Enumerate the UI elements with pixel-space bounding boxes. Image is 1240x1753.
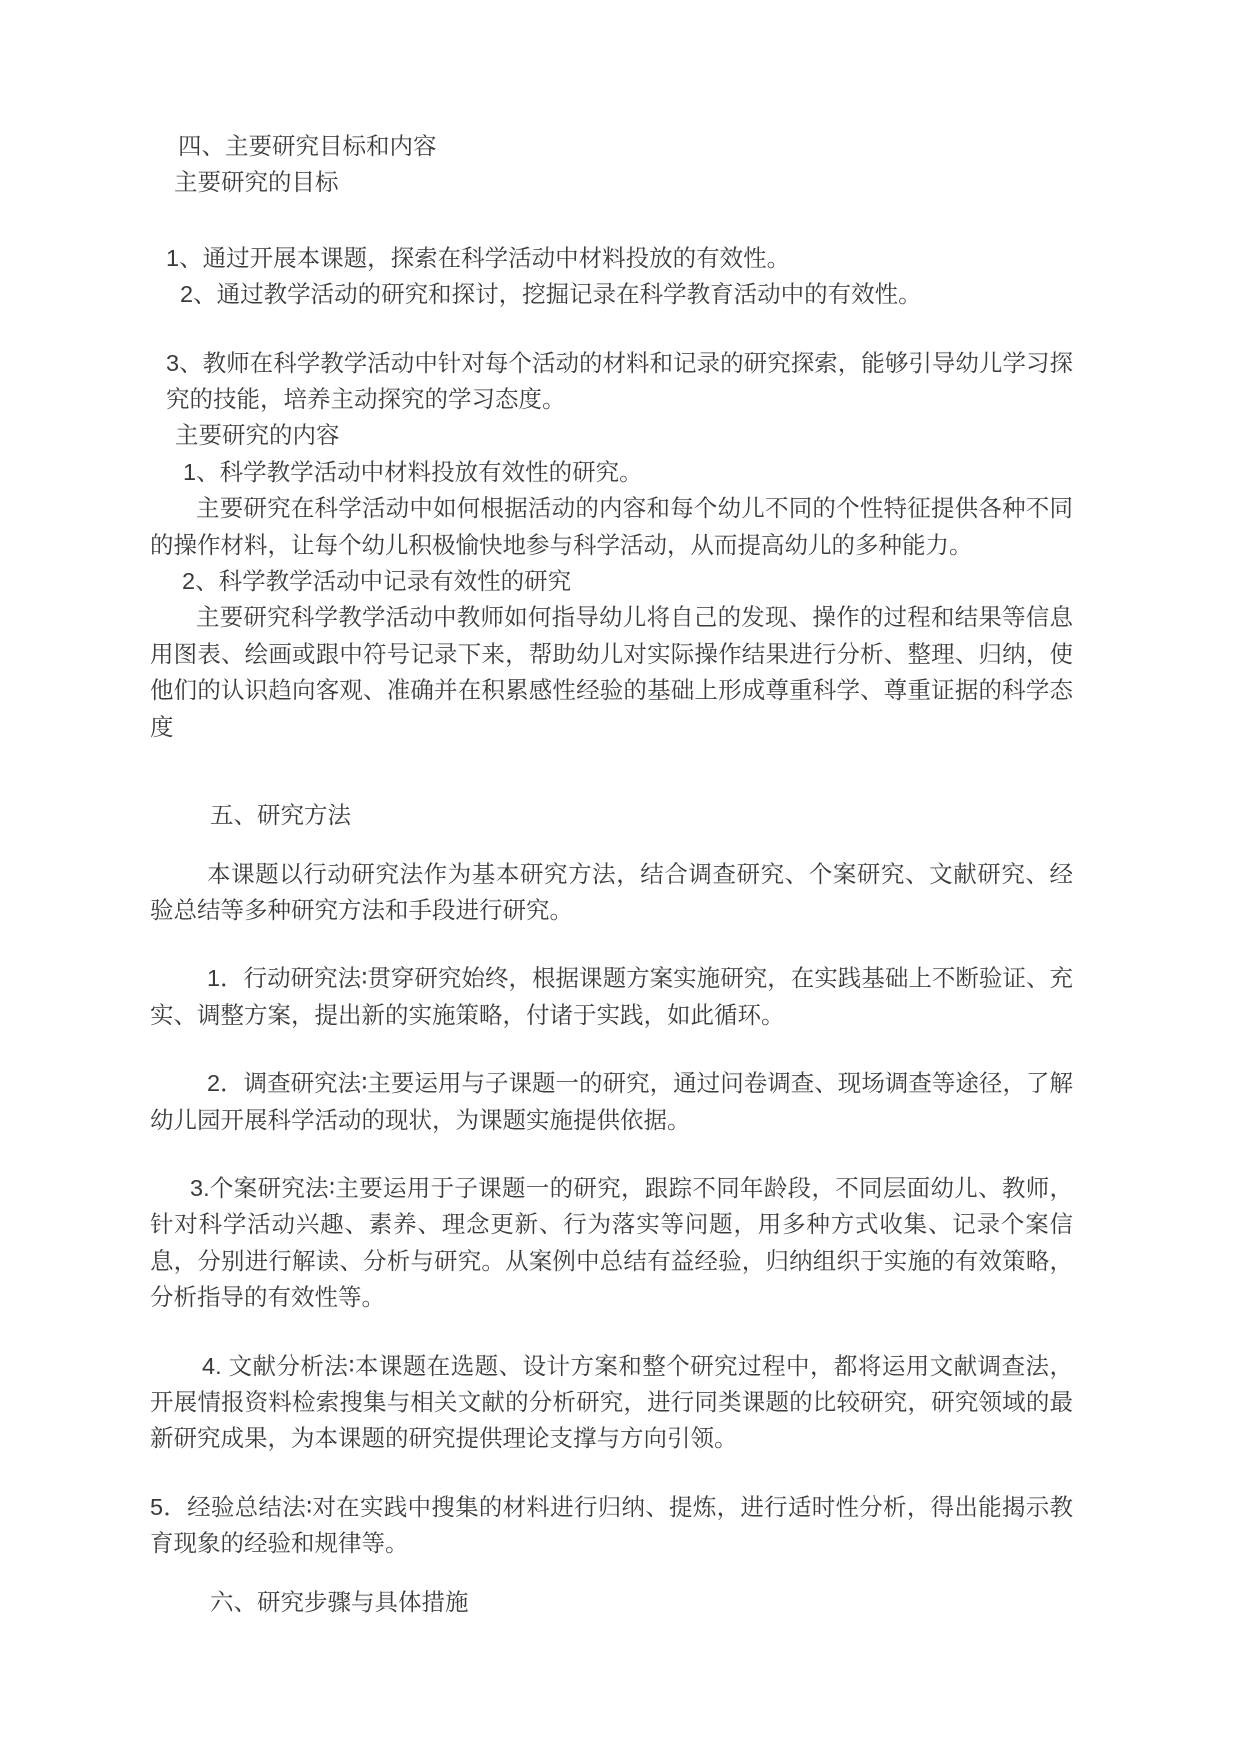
method-item-5: 5．经验总结法∶对在实践中搜集的材料进行归纳、提炼，进行适时性分析，得出能揭示教育现象的经验和规律等。 [150, 1493, 1073, 1557]
content-item-1-title: 1、科学教学活动中材料投放有效性的研究。 [183, 458, 643, 485]
goal-item-2: 2、通过教学活动的研究和探讨，挖掘记录在科学教育活动中的有效性。 [180, 281, 922, 308]
section-6-heading: 六、研究步骤与具体措施 [210, 1588, 469, 1615]
method-item-4: 4. 文献分析法∶本课题在选题、设计方案和整个研究过程中，都将运用文献调查法，开展情报资料检索搜集与相关文献的分析研究，进行同类课题的比较研究，研究领域的最新研究成果，为本课题的研究提供理论支撑与方向引领。 [150, 1352, 1073, 1452]
method-item-1: 1．行动研究法∶贯穿研究始终，根据课题方案实施研究，在实践基础上不断验证、充实、调整方案，提出新的实施策略，付诸于实践，如此循环。 [150, 965, 1073, 1028]
methods-intro: 本课题以行动研究法作为基本研究方法，结合调查研究、个案研究、文献研究、经验总结等多种研究方法和手段进行研究。 [150, 860, 1073, 923]
method-item-3: 3.个案研究法∶主要运用于子课题一的研究，跟踪不同年龄段，不同层面幼儿、教师，针对科学活动兴趣、素养、理念更新、行为落实等问题，用多种方式收集、记录个案信息，分别进行解读、分析与研究。从案例中总结有益经验，归纳组织于实施的有效策略，分析指导的有效性等。 [150, 1174, 1073, 1311]
goals-heading: 主要研究的目标 [174, 169, 339, 196]
method-item-2: 2．调查研究法∶主要运用与子课题一的研究，通过问卷调查、现场调查等途径，了解幼儿园开展科学活动的现状，为课题实施提供依据。 [150, 1070, 1073, 1133]
content-item-1-body: 主要研究在科学活动中如何根据活动的内容和每个幼儿不同的个性特征提供各种不同的操作材料，让每个幼儿积极愉快地参与科学活动，从而提高幼儿的多种能力。 [150, 495, 1073, 558]
goal-item-1: 1、通过开展本课题，探索在科学活动中材料投放的有效性。 [166, 244, 791, 271]
document-content [150, 128, 1073, 1620]
content-item-2-title: 2、科学教学活动中记录有效性的研究 [182, 568, 572, 595]
content-heading: 主要研究的内容 [175, 422, 340, 449]
content-item-2-body: 主要研究科学教学活动中教师如何指导幼儿将自己的发现、操作的过程和结果等信息用图表、绘画或跟中符号记录下来，帮助幼儿对实际操作结果进行分析、整理、归纳，使他们的认识趋向客观、准确并在积累感性经验的基础上形成尊重科学、尊重证据的科学态度 [150, 604, 1073, 740]
section-4-heading: 四、主要研究目标和内容 [178, 133, 437, 159]
section-5-heading: 五、研究方法 [210, 802, 351, 829]
goal-item-3: 3、教师在科学教学活动中针对每个活动的材料和记录的研究探索，能够引导幼儿学习探究的技能，培养主动探究的学习态度。 [166, 349, 1073, 413]
